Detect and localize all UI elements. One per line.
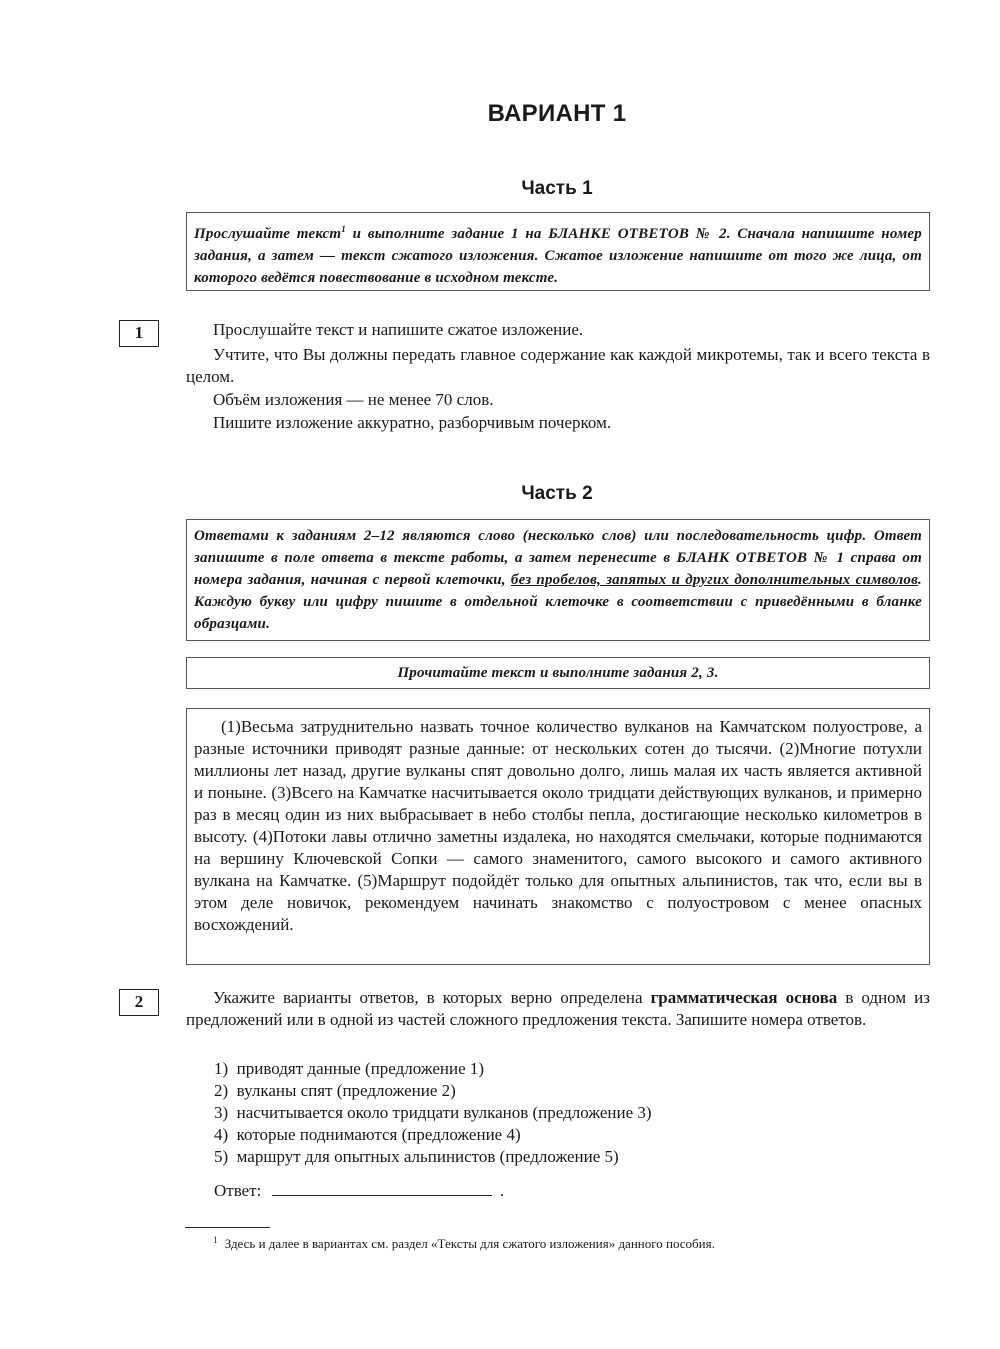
footnote-reference: 1 (341, 224, 346, 234)
footnote-mark: 1 (213, 1235, 218, 1245)
part2-instruction-text-b: . Каждую букву или цифру пишите в отдельной клеточке в соответствии с приведёнными в бланке образцами. (194, 572, 922, 632)
part1-instruction-box (186, 212, 930, 291)
reading-text: (1)Весьма затруднительно назвать точное количество вулканов на Камчатском полуострове, а разные источники приводят разные данные: от нескольких сотен до тысячи. (2)Многие потухли миллионы лет назад, другие вулканы спят довольно долго, лишь малая их часть является активной и поныне. (3)Всего на Камчатке насчитывается около тридцати действующих вулканов, и примерно раз в месяц один из них выбрасывает в небо столбы пепла, достигающие несколько километров в высоту. (4)Потоки лавы отлично заметны издалека, но находятся смельчаки, которые поднимаются на вершину Ключевской Сопки — самого знаменитого, самого высокого и самого активного вулкана на Камчатке. (5)Маршрут подойдёт только для опытных альпинистов, так что, если вы в этом деле новичок, рекомендуем начинать знакомство с полуостровом с менее опасных восхождений. (194, 717, 922, 934)
task2-question-bold: грамматическая основа (650, 988, 838, 1007)
task1-line: Прослушайте текст и напишите сжатое изложение. (213, 320, 584, 339)
footnote-text: Здесь и далее в вариантах см. раздел «Тексты для сжатого изложения» данного пособия. (224, 1236, 715, 1252)
answer-end: . (499, 1181, 505, 1200)
part2-instruction-underlined: без пробелов, запятых и других дополнительных символов (510, 572, 919, 588)
footnote-divider (185, 1227, 270, 1228)
page-title: ВАРИАНТ 1 (487, 100, 627, 127)
task1-line: Объём изложения — не менее 70 слов. (213, 390, 494, 409)
task2-question-text-a: Укажите варианты ответов, в которых верно определена (213, 988, 651, 1007)
task-number-2: 2 (119, 989, 159, 1016)
part2-instruction-text-a: Ответами к заданиям 2–12 являются слово (несколько слов) или последовательность цифр. Ответ запишите в поле ответа в тексте работы, а затем перенесите в БЛАНК ОТВЕТОВ № 1 справа от номера задания, начиная с первой клеточки, (194, 528, 922, 588)
answer-label: Ответ: (214, 1181, 262, 1200)
part1-heading: Часть 1 (521, 178, 593, 199)
option-4: 4) которые поднимаются (предложение 4) (214, 1125, 521, 1144)
part1-instruction-text-a: Прослушайте текст (194, 226, 342, 242)
option-3: 3) насчитывается около тридцати вулканов (предложение 3) (214, 1103, 652, 1122)
read-prompt: Прочитайте текст и выполните задания 2, 3. (397, 665, 719, 681)
answer-row (214, 1178, 504, 1202)
answer-field[interactable] (272, 1178, 492, 1196)
task1-line: Пишите изложение аккуратно, разборчивым почерком. (213, 413, 612, 432)
option-2: 2) вулканы спят (предложение 2) (214, 1081, 456, 1100)
task-number-1: 1 (119, 320, 159, 347)
part2-instruction-box (186, 519, 930, 641)
task1-body (186, 319, 930, 434)
task2-options (214, 1058, 914, 1168)
part2-heading: Часть 2 (521, 483, 593, 504)
footnote (213, 1235, 715, 1252)
read-prompt-box (186, 657, 930, 689)
task2-question (186, 987, 930, 1031)
task1-line: Учтите, что Вы должны передать главное содержание как каждой микротемы, так и всего текста в целом. (186, 345, 930, 386)
part1-instruction-text-b: и выполните задание 1 на БЛАНКЕ ОТВЕТОВ № 2. Сначала напишите номер задания, а затем — текст сжатого изложения. Сжатое изложение напишите от того же лица, от которого ведётся повествование в исходном тексте. (194, 226, 922, 286)
option-1: 1) приводят данные (предложение 1) (214, 1059, 485, 1078)
option-5: 5) маршрут для опытных альпинистов (предложение 5) (214, 1147, 619, 1166)
reading-text-box (186, 708, 930, 965)
task2-question-text-b: в одном из предложений или в одной из частей сложного предложения текста. Запишите номера ответов. (186, 988, 930, 1029)
